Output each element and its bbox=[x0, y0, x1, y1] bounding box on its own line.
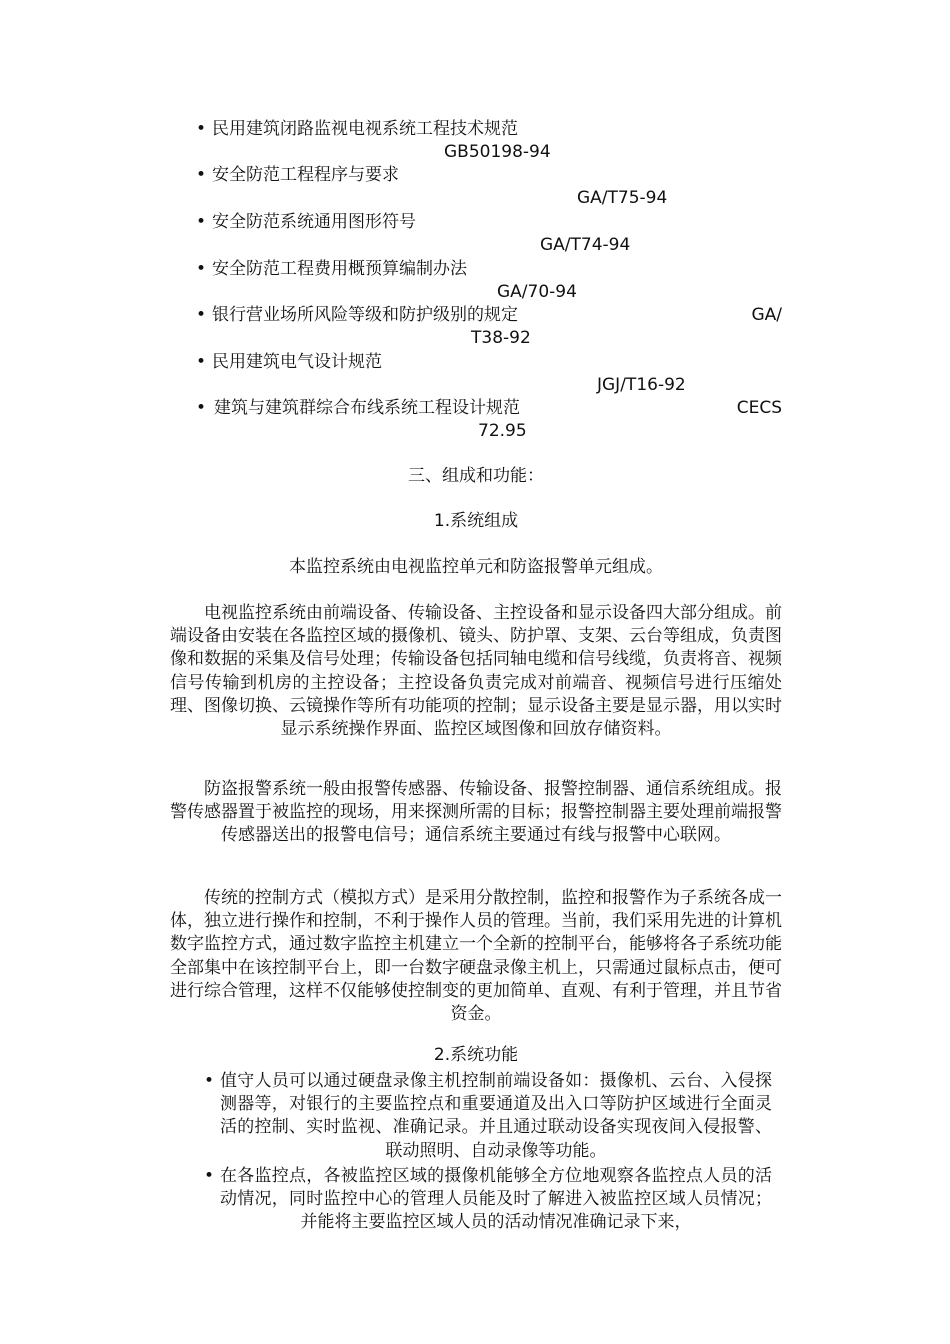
standard-item bbox=[170, 258, 782, 304]
section-heading: 三、组成和功能： bbox=[408, 466, 544, 486]
subsection-heading: 1.系统组成 bbox=[433, 511, 519, 531]
bullet: • bbox=[196, 119, 207, 139]
subsection-heading: 2.系统功能 bbox=[433, 1045, 519, 1065]
intro-paragraph: 本监控系统由电视监控单元和防盗报警单元组成。 bbox=[289, 557, 663, 577]
standard-code: GA/ bbox=[751, 305, 782, 325]
function-item bbox=[198, 1165, 772, 1235]
standard-item bbox=[170, 211, 782, 257]
bullet: • bbox=[196, 352, 207, 372]
function-text: 值守人员可以通过硬盘录像主机控制前端设备如：摄像机、云台、入侵探测器等，对银行的主要监控点和重要通道及出入口等防护区域进行全面灵活的控制、实时监视、准确记录。并且通过联动设备实现夜间入侵报警、联动照明、自动录像等功能。 bbox=[220, 1071, 772, 1161]
standard-code-continued: 72.95 bbox=[478, 421, 527, 441]
function-item bbox=[198, 1070, 772, 1163]
alarm-system-paragraph: 防盗报警系统一般由报警传感器、传输设备、报警控制器、通信系统组成。报警传感器置于被监控的现场，用来探测所需的目标；报警控制器主要处理前端报警传感器送出的报警电信号；通信系统主要通过有线与报警中心联网。 bbox=[170, 779, 782, 846]
control-method-paragraph: 传统的控制方式（模拟方式）是采用分散控制，监控和报警作为子系统各成一体，独立进行操作和控制，不利于操作人员的管理。当前，我们采用先进的计算机数字监控方式，通过数字监控主机建立一个全新的控制平台，能够将各子系统功能全部集中在该控制平台上，即一台数字硬盘录像主机上，只需通过鼠标点击，便可进行综合管理，这样不仅能够使控制变的更加简单、直观、有利于管理，并且节省资金。 bbox=[170, 888, 782, 1025]
standard-item bbox=[170, 118, 782, 164]
standard-code: GA/T74-94 bbox=[540, 235, 631, 255]
bullet: • bbox=[196, 165, 207, 185]
bullet: • bbox=[196, 259, 207, 279]
standard-title: 安全防范工程程序与要求 bbox=[212, 165, 399, 185]
bullet: • bbox=[196, 398, 207, 418]
standard-title: 建筑与建筑群综合布线系统工程设计规范 bbox=[214, 398, 520, 418]
function-list bbox=[198, 1070, 772, 1234]
standard-title: 民用建筑闭路监视电视系统工程技术规范 bbox=[212, 119, 518, 139]
bullet: • bbox=[204, 1165, 215, 1186]
bullet: • bbox=[196, 305, 207, 325]
function-text: 在各监控点，各被监控区域的摄像机能够全方位地观察各监控点人员的活动情况，同时监控中心的管理人员能及时了解进入被监控区域人员情况；并能将主要监控区域人员的活动情况准确记录下来， bbox=[220, 1165, 772, 1233]
standard-item bbox=[170, 304, 782, 350]
standard-code-continued: T38-92 bbox=[471, 328, 531, 348]
tv-monitoring-paragraph: 电视监控系统由前端设备、传输设备、主控设备和显示设备四大部分组成。前端设备由安装在各监控区域的摄像机、镜头、防护罩、支架、云台等组成，负责图像和数据的采集及信号处理；传输设备包括同轴电缆和信号线缆，负责将音、视频信号传输到机房的主控设备；主控设备负责完成对前端音、视频信号进行压缩处理、图像切换、云镜操作等所有功能项的控制；显示设备主要是显示器，用以实时显示系统操作界面、监控区域图像和回放存储资料。 bbox=[170, 603, 782, 740]
standard-title: 安全防范工程费用概预算编制办法 bbox=[212, 259, 467, 279]
standard-title: 银行营业场所风险等级和防护级别的规定 bbox=[212, 305, 518, 325]
standard-item bbox=[170, 397, 782, 443]
standard-code: JGJ/T16-92 bbox=[597, 375, 686, 395]
standard-item bbox=[170, 164, 782, 210]
bullet: • bbox=[196, 212, 207, 232]
standard-item bbox=[170, 351, 782, 397]
bullet: • bbox=[204, 1071, 215, 1091]
standard-title: 安全防范系统通用图形符号 bbox=[212, 212, 416, 232]
standard-code: GA/T75-94 bbox=[577, 188, 668, 208]
standard-code: GB50198-94 bbox=[444, 142, 551, 162]
standard-title: 民用建筑电气设计规范 bbox=[212, 352, 382, 372]
standard-code: CECS bbox=[736, 398, 782, 418]
standard-code: GA/70-94 bbox=[497, 282, 577, 302]
